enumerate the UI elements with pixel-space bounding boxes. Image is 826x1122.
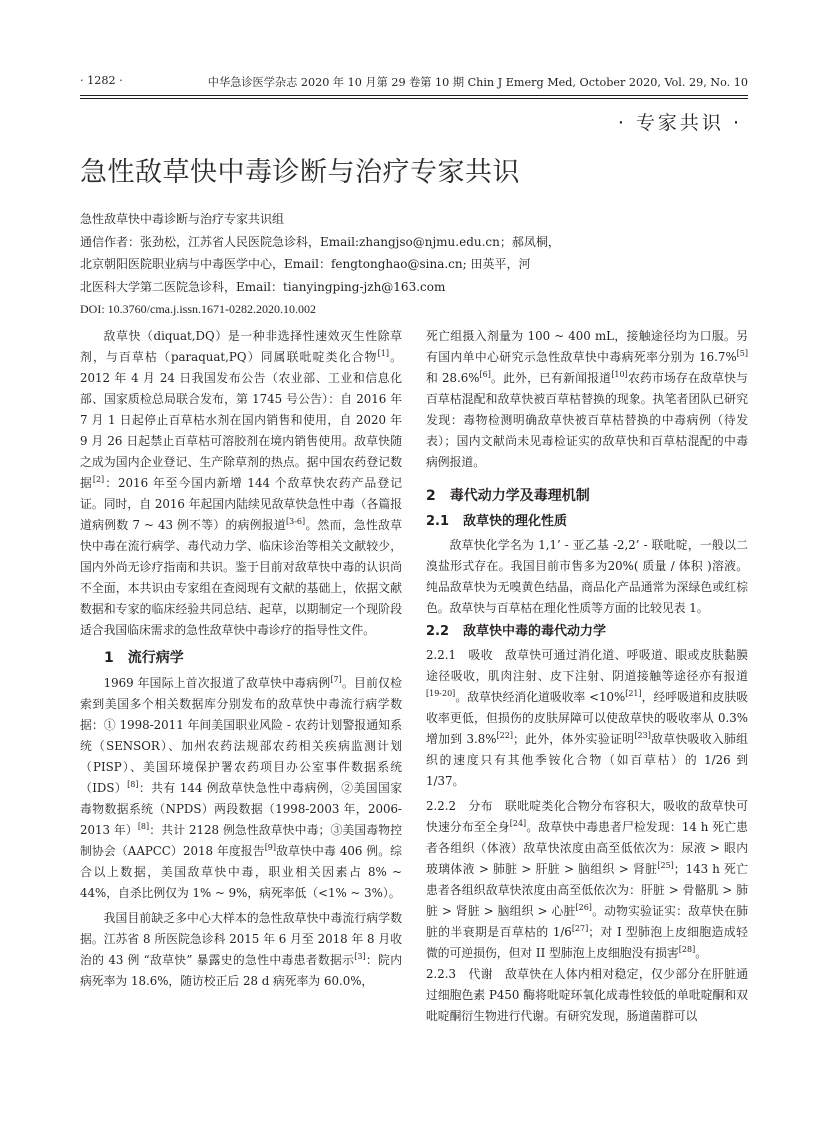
author-group: 急性敌草快中毒诊断与治疗专家共识组 — [80, 212, 285, 226]
author-line: 北医科大学第二医院急诊科，Email：tianyingping-jzh@163.com — [80, 279, 446, 294]
paragraph: 1969 年国际上首次报道了敌草快中毒病例[7]。目前仅检索到美国多个相关数据库分别发布的敌草快中毒流行病学数据：① 1998-2011 年间美国职业风险 - 农药计划警报通知系统（SENSOR）、加州农药法规部农药相关疾病监测计划（PISP）、美国环境保护署农药项目办公室事件数据系统（IDS）[8]：共有 144 例敌草快急性中毒病例，②美国国家毒物数据系统（NPDS）两段数据（1998-2003 年，2006-2013 年）[8]：共计 2128 例急性敌草快中毒；③美国毒物控制协会（AAPCC）2018 年度报告[9]敌草快中毒 406 例。综合以上数据，美国敌草快中毒，职业相关因素占 8% ~ 44%，自杀比例仅为 1% ~ 9%，病死率低（<1% ~ 3%）。 — [80, 675, 402, 900]
subsection-heading-2-1: 2.1 敌草快的理化性质 — [426, 514, 568, 529]
paragraph: 敌草快化学名为 1,1’ - 亚乙基 -2,2’ - 联吡啶，一般以二溴盐形式存在。我国目前市售多为20%( 质量 / 体积 )溶液。纯品敌草快为无嗅黄色结晶，商品化产品通常为深绿色或红棕色。敌草快与百草枯在理化性质等方面的比较见表 1。 — [426, 538, 748, 615]
paragraph: 2.2.3 代谢 敌草快在人体内相对稳定，仅少部分在肝脏通过细胞色素 P450 酶将吡啶环氧化成毒性较低的单吡啶酮和双吡啶酮衍生物进行代谢。有研究发现，肠道菌群可以 — [426, 967, 748, 1023]
paragraph: 我国目前缺乏多中心大样本的急性敌草快中毒流行病学数据。江苏省 8 所医院急诊科 2015 年 6 月至 2018 年 8 月收治的 43 例 “敌草快” 暴露史的急性中毒患者数据示[3]：院内病死率为 18.6%，随访校正后 28 d 病死率为 60.0%， — [80, 911, 402, 988]
paragraph: 敌草快（diquat,DQ）是一种非选择性速效灭生性除草剂，与百草枯（paraquat,PQ）同属联吡啶类化合物[1]。2012 年 4 月 24 日我国发布公告（农业部、工业和信息化部、国家质检总局联合发布，第 1745 号公告）：自 2016 年 7 月 1 日起停止百草枯水剂在国内销售和使用，自 2020 年 9 月 26 日起禁止百草枯可溶胶剂在境内销售使用。敌草快随之成为国内企业登记、生产除草剂的热点。据中国农药登记数据[2]：2016 年至今国内新增 144 个敌草快农药产品登记证。同时，自 2016 年起国内陆续见敌草快急性中毒（各篇报道病例数 7 ~ 43 例不等）的病例报道[3-6]。然而，急性敌草快中毒在流行病学、毒代动力学、临床诊治等相关文献较少，国内外尚无诊疗指南和共识。鉴于目前对敌草快中毒的认识尚不全面，本共识由专家组在查阅现有文献的基础上，依据文献数据和专家的临床经验共同总结、起草，以期制定一个现阶段适合我国临床需求的急性敌草快中毒诊疗的指导性文件。 — [80, 329, 402, 637]
header-rule-bottom — [80, 98, 748, 99]
author-block — [80, 208, 640, 321]
left-column — [80, 326, 402, 992]
doi: DOI: 10.3760/cma.j.issn.1671-0282.2020.10.002 — [80, 302, 316, 316]
right-column — [426, 326, 748, 1027]
page-number: · 1282 · — [80, 74, 123, 87]
subsection-heading-2-2: 2.2 敌草快中毒的毒代动力学 — [426, 624, 607, 639]
section-heading-2: 2 毒代动力学及毒理机制 — [426, 488, 590, 504]
paragraph: 死亡组摄入剂量为 100 ~ 400 mL，接触途径均为口服。另有国内单中心研究示急性敌草快中毒病死率分别为 16.7%[5]和 28.6%[6]。此外，已有新闻报道[10]农药市场存在敌草快与百草枯混配和敌草快被百草枯替换的现象。执笔者团队已研究发现：毒物检测明确敌草快被百草枯替换的中毒病例（待发表）；国内文献尚未见毒检证实的敌草快和百草枯混配的中毒病例报道。 — [426, 329, 748, 469]
journal-info: 中华急诊医学杂志 2020 年 10 月第 29 卷第 10 期 Chin J Emerg Med, October 2020, Vol. 29, No. 10 — [207, 76, 748, 89]
paragraph: 2.2.1 吸收 敌草快可通过消化道、呼吸道、眼或皮肤黏膜途径吸收，肌肉注射、皮下注射、阴道接触等途径亦有报道[19-20]。敌草快经消化道吸收率 <10%[21]，经呼吸道和皮肤吸收率更低，但损伤的皮肤屏障可以使敌草快的吸收率从 0.3% 增加到 3.8%[22]；此外，体外实验证明[23]敌草快吸收入肺组织的速度只有其他季铵化合物（如百草枯）的 1/26 到 1/37。 — [426, 648, 748, 788]
author-line: 通信作者：张劲松，江苏省人民医院急诊科，Email:zhangjso@njmu.edu.cn；郝凤桐， — [80, 234, 560, 249]
header-rule-top — [80, 95, 748, 96]
author-line: 北京朝阳医院职业病与中毒医学中心，Email：fengtonghao@sina.cn; 田英平，河 — [80, 257, 531, 271]
paragraph: 2.2.2 分布 联吡啶类化合物分布容积大，吸收的敌草快可快速分布至全身[24]。敌草快中毒患者尸检发现：14 h 死亡患者各组织（体液）敌草快浓度由高至低依次为：尿液 > 眼内玻璃体液 > 肺脏 > 肝脏 > 脑组织 > 肾脏[25]；143 h 死亡患者各组织敌草快浓度由高至低依次为：肝脏 > 骨骼肌 > 肺脏 > 肾脏 > 脑组织 > 心脏[26]。动物实验证实：敌草快在肺脏的半衰期是百草枯的 1/6[27]；对 I 型肺泡上皮细胞造成轻微的可逆损伤，但对 II 型肺泡上皮细胞没有损害[28]。 — [426, 799, 748, 960]
section-label: · 专家共识 · — [617, 112, 742, 134]
section-heading-1: 1 流行病学 — [104, 650, 184, 666]
running-header — [80, 72, 748, 92]
article-title: 急性敌草快中毒诊断与治疗专家共识 — [80, 157, 520, 188]
